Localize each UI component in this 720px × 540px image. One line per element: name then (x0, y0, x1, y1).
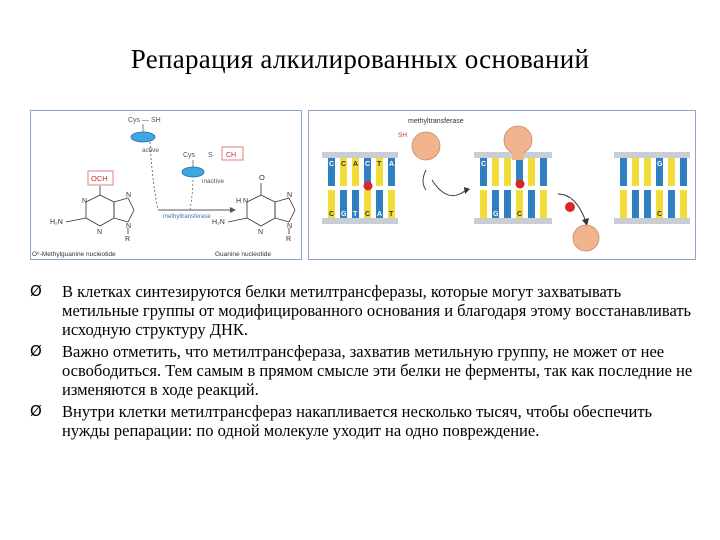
slide-title: Репарация алкилированных оснований (130, 44, 590, 74)
ch3-mark-label: CH₃ (564, 198, 574, 204)
chemistry-diagram (30, 110, 302, 260)
base-letter: C (365, 161, 371, 168)
bullet-arrow-icon: Ø (30, 342, 42, 360)
n-label: N (287, 223, 293, 230)
cys-label: Cys (183, 152, 196, 159)
bullet-item (30, 282, 700, 339)
h-label: H (236, 198, 242, 205)
r-right-label: R (286, 236, 292, 243)
bullet-arrow-icon: Ø (30, 282, 42, 300)
base-letter: G (341, 211, 347, 218)
bullet-arrow-icon: Ø (30, 402, 42, 420)
ch3-label: CH (226, 152, 237, 159)
base-letter: G (657, 161, 663, 168)
r-left-label: R (125, 236, 131, 243)
h2n-left-label: H₂N (50, 219, 63, 226)
dna-repair-diagram (308, 110, 696, 260)
cys-sh-label: Cys — SH (128, 117, 161, 124)
bullet-text: В клетках синтезируются белки метилтрансферазы, которые могут захватывать метильные группы от модифицированного основания и благодаря этому восстанавливать исходную структуру ДНК. (62, 282, 692, 339)
o-label: O (259, 173, 265, 182)
dna-repair-figure (308, 110, 696, 260)
base-letter: A (377, 211, 383, 218)
n-label: N (243, 198, 249, 205)
base-letter: A (353, 161, 359, 168)
n-label: N (258, 229, 264, 236)
bullet-item (30, 342, 700, 399)
methyl-mark-icon (364, 182, 373, 191)
n-label: N (97, 229, 103, 236)
caption-guanine: Guanine nucleotide (215, 251, 272, 258)
bullet-item (30, 402, 700, 440)
base-letter: C (657, 211, 663, 218)
released-enzyme-icon (573, 225, 599, 251)
base-letter: T (377, 161, 382, 168)
enzyme-name-label: methyltransferase (163, 214, 211, 220)
methyl-mark-icon (516, 180, 525, 189)
bullet-text: Внутри клетки метилтрансфераз накапливается несколько тысяч, чтобы обеспечить нужды репарации: по одной молекуле уходит на одно повреждение. (62, 402, 653, 440)
base-letter: C (341, 161, 347, 168)
h2n-right-label: H₂N (212, 219, 225, 226)
inactive-enzyme-icon (182, 167, 204, 177)
s-label: S (208, 152, 213, 159)
enzyme-label: methyltransferase (408, 118, 464, 125)
base-letter: C (517, 211, 523, 218)
base-letter: C (365, 211, 371, 218)
n-label: N (126, 223, 132, 230)
base-letter: T (353, 211, 358, 218)
och3-label: OCH (91, 174, 108, 183)
base-letter: A (389, 161, 395, 168)
caption-methylguanine: O⁶-Methylguanine nucleotide (32, 251, 116, 258)
bullet-list (30, 282, 700, 443)
n-label: N (126, 192, 132, 199)
n-label: N (287, 192, 293, 199)
base-letter: C (329, 211, 335, 218)
chemistry-figure (30, 110, 302, 260)
enzyme-icon (412, 132, 440, 160)
active-enzyme-icon (131, 132, 155, 142)
n-label: N (82, 198, 88, 205)
base-letter: C (481, 161, 487, 168)
inactive-label: inactive (202, 178, 225, 185)
bound-enzyme-icon (504, 126, 532, 154)
base-letter: C (329, 161, 335, 168)
base-letter: T (389, 211, 394, 218)
sh-label: SH (398, 132, 408, 139)
bullet-text: Важно отметить, что метилтрансфераза, захватив метильную группу, не может от нее освободиться. Тем самым в прямом смысле эти белки не ферменты, так как последние не изменяются в ходе реакций. (62, 342, 693, 399)
active-label: active (142, 147, 159, 154)
base-letter: G (493, 211, 499, 218)
